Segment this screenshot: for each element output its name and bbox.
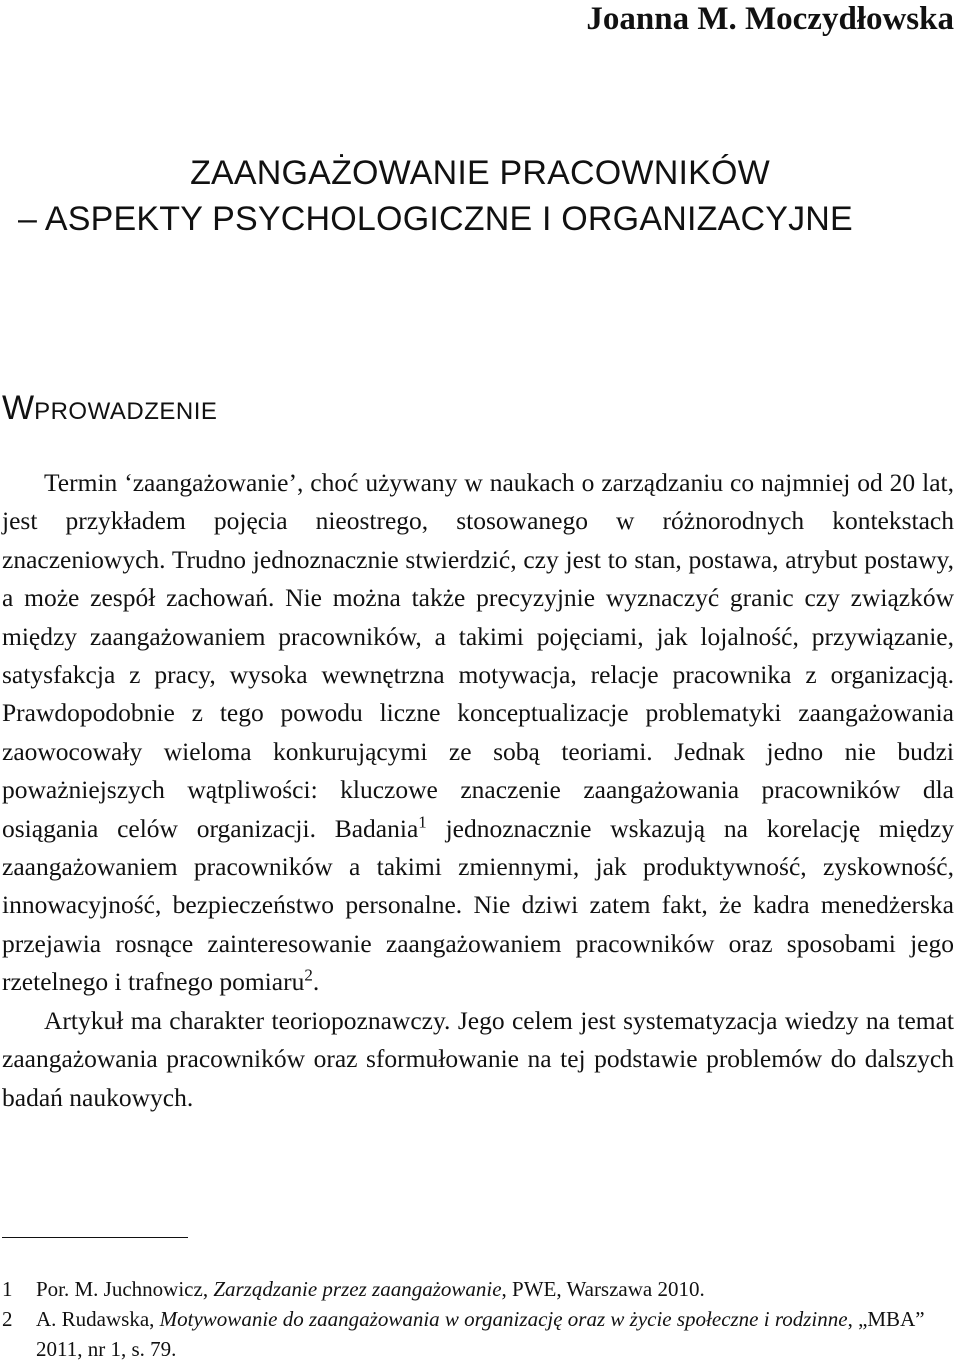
paragraph-1 (2, 464, 954, 1002)
footnote-text (36, 1274, 954, 1304)
footnote-publisher: , „MBA” 2011, nr 1, s. 79. (36, 1307, 925, 1361)
footnote-number: 1 (2, 1277, 13, 1301)
footnote-rule (2, 1237, 188, 1238)
footnote-author: Por. M. Juchnowicz, (36, 1277, 214, 1301)
footnote-publisher: , PWE, Warszawa 2010. (501, 1277, 705, 1301)
footnote-1 (2, 1274, 954, 1304)
article-title (0, 150, 960, 242)
footnote-book-title: Zarządzanie przez zaangażowanie (213, 1277, 502, 1301)
title-line-1: ZAANGAŻOWANIE PRACOWNIKÓW (190, 154, 770, 192)
footnote-number: 2 (2, 1307, 13, 1331)
section-heading-initial: W (2, 389, 35, 427)
footnote-text (36, 1304, 954, 1364)
footnote-2 (2, 1304, 954, 1364)
footnote-ref-2[interactable]: 2 (304, 965, 313, 985)
paragraph-1-part-c: . (312, 967, 320, 997)
body-text (2, 464, 954, 1117)
footnote-ref-1[interactable]: 1 (418, 812, 427, 832)
section-heading-rest: PROWADZENIE (34, 398, 218, 425)
author-header: Joanna M. Moczydłowska (586, 1, 954, 37)
paragraph-2: Artykuł ma charakter teoriopoznawczy. Jego celem jest systematyzacja wiedzy na temat zaangażowania pracowników oraz sformułowanie na tej podstawie problemów do dalszych badań naukowych. (2, 1005, 954, 1112)
footnote-author: A. Rudawska, (36, 1307, 160, 1331)
paragraph-1-part-b: jednoznacznie wskazują na korelację między zaangażowaniem pracowników a takimi zmiennymi, jak produktywność, zyskowność, innowacyjność, bezpieczeństwo personalne. Nie dziwi zatem fakt, że kadra menedżerska przejawia rosnące zainteresowanie zaangażowaniem pracowników oraz sposobami jego rzetelnego i trafnego pomiaru (2, 813, 954, 997)
footnote-article-title: Motywowanie do zaangażowania w organizację oraz w życie społeczne i rodzinne (159, 1307, 848, 1331)
section-heading (2, 388, 217, 432)
paragraph-1-part-a: Termin ‘zaangażowanie’, choć używany w naukach o zarządzaniu co najmniej od 20 lat, jest przykładem pojęcia nieostrego, stosowanego w różnorodnych kontekstach znaczeniowych. Trudno jednoznacznie stwierdzić, czy jest to stan, postawa, atrybut postawy, a może zespół zachowań. Nie można także precyzyjnie wyznaczyć granic czy związków między zaangażowaniem pracowników, a takimi pojęciami, jak lojalność, przywiązanie, satysfakcja z pracy, wysoka wewnętrzna motywacja, relacje pracownika z organizacją. Prawdopodobnie z tego powodu liczne konceptualizacje problematyki zaangażowania zaowocowały wieloma konkurującymi ze sobą teoriami. Jednak jedno nie budzi poważniejszych wątpliwości: kluczowe znaczenie zaangażowania pracowników dla osiągania celów organizacji. Badania (2, 468, 954, 843)
footnotes (2, 1274, 954, 1364)
title-line-2: – ASPEKTY PSYCHOLOGICZNE I ORGANIZACYJNE (18, 200, 853, 238)
